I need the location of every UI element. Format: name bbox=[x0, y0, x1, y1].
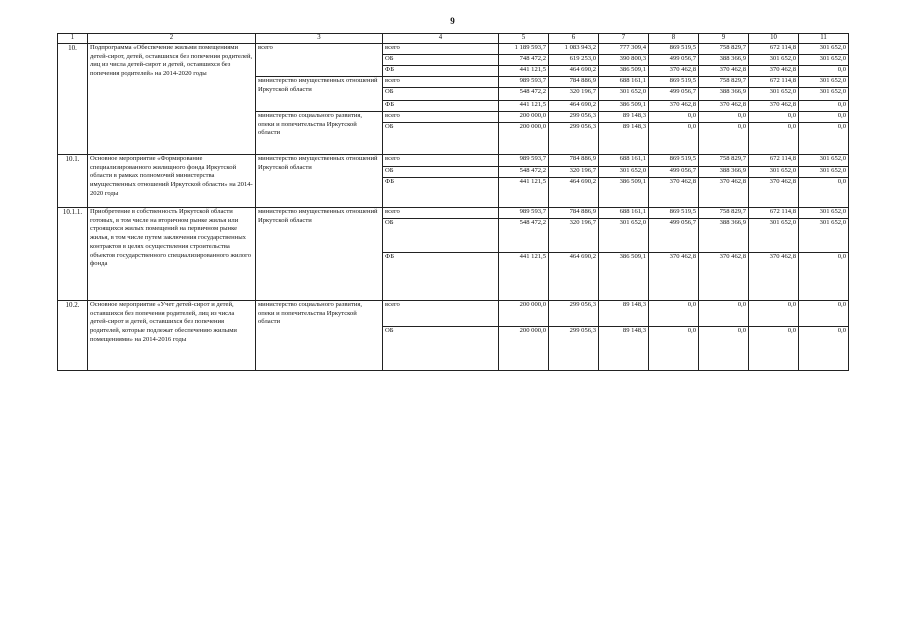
amount-cell: 301 652,0 bbox=[799, 55, 849, 66]
column-header: 10 bbox=[749, 34, 799, 44]
funding-source: ФБ bbox=[383, 101, 499, 112]
column-header: 7 bbox=[599, 34, 649, 44]
amount-cell: 200 000,0 bbox=[499, 327, 549, 371]
amount-cell: 1 189 593,7 bbox=[499, 44, 549, 55]
amount-cell: 370 462,8 bbox=[699, 66, 749, 77]
amount-cell: 370 462,8 bbox=[699, 101, 749, 112]
amount-cell: 370 462,8 bbox=[649, 178, 699, 208]
column-header: 11 bbox=[799, 34, 849, 44]
amount-cell: 301 652,0 bbox=[799, 155, 849, 167]
amount-cell: 441 121,5 bbox=[499, 178, 549, 208]
amount-cell: 758 829,7 bbox=[699, 44, 749, 55]
amount-cell: 869 519,5 bbox=[649, 155, 699, 167]
amount-cell: 0,0 bbox=[799, 327, 849, 371]
amount-cell: 320 196,7 bbox=[549, 167, 599, 178]
amount-cell: 89 148,3 bbox=[599, 123, 649, 155]
amount-cell: 370 462,8 bbox=[699, 178, 749, 208]
amount-cell: 548 472,2 bbox=[499, 167, 549, 178]
column-header: 8 bbox=[649, 34, 699, 44]
funding-source: ОБ bbox=[383, 327, 499, 371]
column-header: 5 bbox=[499, 34, 549, 44]
row-code: 10.1.1. bbox=[58, 208, 88, 301]
amount-cell: 464 690,2 bbox=[549, 178, 599, 208]
amount-cell: 441 121,5 bbox=[499, 101, 549, 112]
amount-cell: 370 462,8 bbox=[749, 101, 799, 112]
amount-cell: 301 652,0 bbox=[599, 167, 649, 178]
amount-cell: 200 000,0 bbox=[499, 112, 549, 123]
amount-cell: 89 148,3 bbox=[599, 301, 649, 327]
executor-cell: министерство имущественных отношений Иркутской области bbox=[256, 208, 383, 301]
executor-cell: министерство социального развития, опеки и попечительства Иркутской области bbox=[256, 112, 383, 155]
amount-cell: 0,0 bbox=[749, 123, 799, 155]
amount-cell: 784 886,9 bbox=[549, 208, 599, 219]
amount-cell: 499 056,7 bbox=[649, 219, 699, 253]
amount-cell: 388 366,9 bbox=[699, 219, 749, 253]
amount-cell: 869 519,5 bbox=[649, 77, 699, 88]
amount-cell: 370 462,8 bbox=[649, 253, 699, 301]
amount-cell: 301 652,0 bbox=[799, 77, 849, 88]
funding-source: ОБ bbox=[383, 88, 499, 101]
amount-cell: 299 056,3 bbox=[549, 123, 599, 155]
amount-cell: 200 000,0 bbox=[499, 301, 549, 327]
amount-cell: 320 196,7 bbox=[549, 88, 599, 101]
amount-cell: 370 462,8 bbox=[749, 66, 799, 77]
column-header: 1 bbox=[58, 34, 88, 44]
amount-cell: 499 056,7 bbox=[649, 88, 699, 101]
funding-source: всего bbox=[383, 155, 499, 167]
amount-cell: 989 593,7 bbox=[499, 77, 549, 88]
executor-cell: министерство имущественных отношений Иркутской области bbox=[256, 155, 383, 208]
table-body bbox=[58, 44, 849, 371]
amount-cell: 200 000,0 bbox=[499, 123, 549, 155]
amount-cell: 89 148,3 bbox=[599, 327, 649, 371]
amount-cell: 299 056,3 bbox=[549, 327, 599, 371]
amount-cell: 499 056,7 bbox=[649, 167, 699, 178]
amount-cell: 0,0 bbox=[649, 112, 699, 123]
amount-cell: 784 886,9 bbox=[549, 155, 599, 167]
table-row bbox=[58, 155, 849, 167]
amount-cell: 0,0 bbox=[799, 253, 849, 301]
table-row bbox=[58, 301, 849, 327]
amount-cell: 672 114,8 bbox=[749, 208, 799, 219]
amount-cell: 386 509,1 bbox=[599, 101, 649, 112]
table-row bbox=[58, 208, 849, 219]
column-header: 4 bbox=[383, 34, 499, 44]
amount-cell: 386 509,1 bbox=[599, 178, 649, 208]
column-header: 6 bbox=[549, 34, 599, 44]
amount-cell: 989 593,7 bbox=[499, 155, 549, 167]
amount-cell: 370 462,8 bbox=[649, 101, 699, 112]
amount-cell: 548 472,2 bbox=[499, 219, 549, 253]
table-row bbox=[58, 44, 849, 55]
page-number: 9 bbox=[450, 16, 455, 26]
amount-cell: 388 366,9 bbox=[699, 167, 749, 178]
amount-cell: 0,0 bbox=[699, 112, 749, 123]
amount-cell: 784 886,9 bbox=[549, 77, 599, 88]
amount-cell: 0,0 bbox=[749, 301, 799, 327]
row-code: 10. bbox=[58, 44, 88, 155]
amount-cell: 688 161,1 bbox=[599, 208, 649, 219]
amount-cell: 301 652,0 bbox=[799, 44, 849, 55]
amount-cell: 441 121,5 bbox=[499, 66, 549, 77]
amount-cell: 370 462,8 bbox=[749, 253, 799, 301]
amount-cell: 672 114,8 bbox=[749, 77, 799, 88]
measure-name: Основное мероприятие «Учет детей-сирот и детей, оставшихся без попечения родителей, лиц из числа детей-сирот и детей, оставшихся без попечения родителей, которые подлежат обеспечению жилыми помещениями» на 2014-2016 годы bbox=[88, 301, 256, 371]
amount-cell: 688 161,1 bbox=[599, 77, 649, 88]
funding-source: ФБ bbox=[383, 253, 499, 301]
amount-cell: 688 161,1 bbox=[599, 155, 649, 167]
amount-cell: 441 121,5 bbox=[499, 253, 549, 301]
amount-cell: 390 800,3 bbox=[599, 55, 649, 66]
amount-cell: 320 196,7 bbox=[549, 219, 599, 253]
amount-cell: 0,0 bbox=[799, 301, 849, 327]
funding-source: всего bbox=[383, 112, 499, 123]
amount-cell: 0,0 bbox=[699, 301, 749, 327]
executor-cell: министерство имущественных отношений Иркутской области bbox=[256, 77, 383, 112]
amount-cell: 672 114,8 bbox=[749, 44, 799, 55]
column-header: 2 bbox=[88, 34, 256, 44]
amount-cell: 0,0 bbox=[749, 327, 799, 371]
funding-source: ОБ bbox=[383, 219, 499, 253]
amount-cell: 301 652,0 bbox=[749, 88, 799, 101]
funding-source: всего bbox=[383, 77, 499, 88]
row-code: 10.1. bbox=[58, 155, 88, 208]
amount-cell: 386 509,1 bbox=[599, 253, 649, 301]
amount-cell: 388 366,9 bbox=[699, 88, 749, 101]
funding-source: всего bbox=[383, 44, 499, 55]
measure-name: Приобретение в собственность Иркутской области готовых, в том числе на вторичном рынке жилья или строящихся жилых помещений на первичном рынке жилья, в том числе путем заключения государственных контрактов в целях осуществления строительства объектов государственного специализированного жилого фонда bbox=[88, 208, 256, 301]
amount-cell: 388 366,9 bbox=[699, 55, 749, 66]
amount-cell: 748 472,2 bbox=[499, 55, 549, 66]
amount-cell: 758 829,7 bbox=[699, 77, 749, 88]
executor-cell: всего bbox=[256, 44, 383, 77]
amount-cell: 0,0 bbox=[699, 123, 749, 155]
amount-cell: 0,0 bbox=[649, 327, 699, 371]
funding-source: ФБ bbox=[383, 178, 499, 208]
amount-cell: 464 690,2 bbox=[549, 66, 599, 77]
amount-cell: 0,0 bbox=[799, 178, 849, 208]
measure-name: Основное мероприятие «Формирование специализированного жилищного фонда Иркутской области в рамках полномочий министерства имущественных отношений Иркутской области» на 2014-2020 годы bbox=[88, 155, 256, 208]
amount-cell: 0,0 bbox=[649, 301, 699, 327]
funding-source: ФБ bbox=[383, 66, 499, 77]
amount-cell: 301 652,0 bbox=[749, 55, 799, 66]
amount-cell: 89 148,3 bbox=[599, 112, 649, 123]
funding-source: всего bbox=[383, 208, 499, 219]
amount-cell: 499 056,7 bbox=[649, 55, 699, 66]
amount-cell: 301 652,0 bbox=[799, 219, 849, 253]
amount-cell: 0,0 bbox=[799, 101, 849, 112]
amount-cell: 0,0 bbox=[699, 327, 749, 371]
amount-cell: 0,0 bbox=[799, 66, 849, 77]
amount-cell: 619 253,0 bbox=[549, 55, 599, 66]
amount-cell: 777 309,4 bbox=[599, 44, 649, 55]
amount-cell: 301 652,0 bbox=[599, 219, 649, 253]
amount-cell: 0,0 bbox=[799, 112, 849, 123]
amount-cell: 548 472,2 bbox=[499, 88, 549, 101]
amount-cell: 464 690,2 bbox=[549, 101, 599, 112]
funding-source: ОБ bbox=[383, 167, 499, 178]
row-code: 10.2. bbox=[58, 301, 88, 371]
funding-source: всего bbox=[383, 301, 499, 327]
amount-cell: 299 056,3 bbox=[549, 301, 599, 327]
amount-cell: 301 652,0 bbox=[599, 88, 649, 101]
amount-cell: 301 652,0 bbox=[799, 167, 849, 178]
amount-cell: 0,0 bbox=[799, 123, 849, 155]
amount-cell: 370 462,8 bbox=[699, 253, 749, 301]
amount-cell: 370 462,8 bbox=[649, 66, 699, 77]
budget-table bbox=[57, 33, 849, 371]
amount-cell: 301 652,0 bbox=[799, 88, 849, 101]
amount-cell: 299 056,3 bbox=[549, 112, 599, 123]
amount-cell: 758 829,7 bbox=[699, 155, 749, 167]
column-header: 3 bbox=[256, 34, 383, 44]
amount-cell: 0,0 bbox=[749, 112, 799, 123]
amount-cell: 1 083 943,2 bbox=[549, 44, 599, 55]
measure-name: Подпрограмма «Обеспечение жильми помещениями детей-сирот, детей, оставшихся без попечения родителей, лиц из числа детей-сирот и детей, оставшихся без попечения родителей» на 2014-2020 годы bbox=[88, 44, 256, 155]
header-row bbox=[58, 34, 849, 44]
amount-cell: 301 652,0 bbox=[749, 219, 799, 253]
funding-source: ОБ bbox=[383, 123, 499, 155]
amount-cell: 301 652,0 bbox=[799, 208, 849, 219]
amount-cell: 370 462,8 bbox=[749, 178, 799, 208]
amount-cell: 464 690,2 bbox=[549, 253, 599, 301]
amount-cell: 869 519,5 bbox=[649, 44, 699, 55]
amount-cell: 869 519,5 bbox=[649, 208, 699, 219]
amount-cell: 386 509,1 bbox=[599, 66, 649, 77]
amount-cell: 672 114,8 bbox=[749, 155, 799, 167]
executor-cell: министерство социального развития, опеки и попечительства Иркутской области bbox=[256, 301, 383, 371]
amount-cell: 0,0 bbox=[649, 123, 699, 155]
amount-cell: 989 593,7 bbox=[499, 208, 549, 219]
funding-source: ОБ bbox=[383, 55, 499, 66]
column-header: 9 bbox=[699, 34, 749, 44]
amount-cell: 301 652,0 bbox=[749, 167, 799, 178]
amount-cell: 758 829,7 bbox=[699, 208, 749, 219]
